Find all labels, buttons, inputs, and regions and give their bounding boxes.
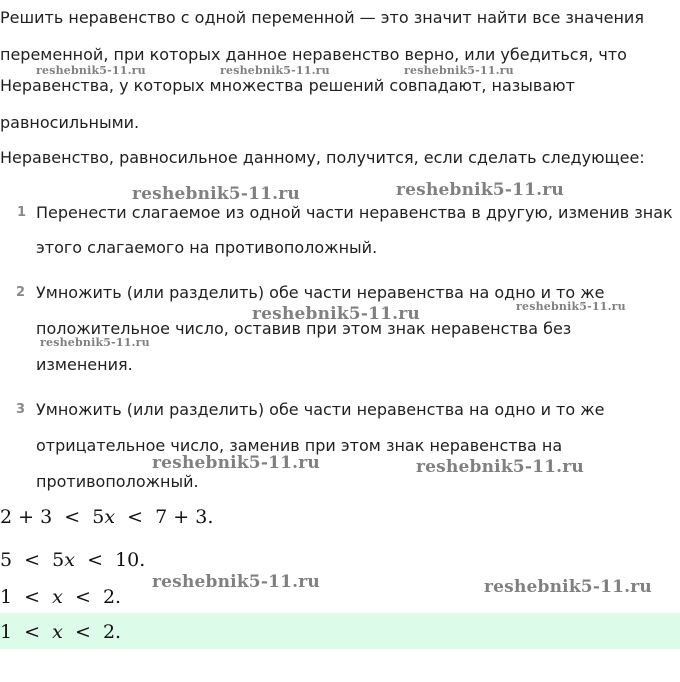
list-item-text: изменения. (36, 355, 133, 374)
watermark: reshebnik5-11.ru (396, 180, 564, 200)
math-step-2-right: < 10. (74, 549, 146, 571)
answer-left: 1 < (0, 621, 53, 643)
math-step-1-right: < 7 + 3. (115, 506, 214, 528)
list-item-text: противоположный. (36, 472, 199, 491)
math-step-1-left: 2 + 3 < 5 (0, 506, 105, 528)
list-item-text: Перенести слагаемое из одной части неравенства в другую, изменив знак (36, 203, 673, 222)
watermark: reshebnik5-11.ru (220, 64, 330, 77)
math-step-3-left: 1 < (0, 586, 53, 608)
math-variable: x (52, 621, 63, 643)
watermark: reshebnik5-11.ru (152, 453, 320, 473)
watermark: reshebnik5-11.ru (36, 64, 146, 77)
paragraph-definition-line-1: Решить неравенство с одной переменной — это значит найти все значения (0, 8, 644, 27)
paragraph-equivalent-line-2: равносильными. (0, 113, 140, 132)
answer-right: < 2. (62, 621, 122, 643)
math-step-3-right: < 2. (62, 586, 122, 608)
list-item-number: 1 (17, 205, 27, 220)
watermark: reshebnik5-11.ru (40, 336, 150, 349)
list-item-text: отрицательное число, заменив при этом знак неравенства на (36, 436, 563, 455)
watermark: reshebnik5-11.ru (416, 457, 584, 477)
paragraph-equivalent-line-1: Неравенства, у которых множества решений совпадают, называют (0, 76, 575, 95)
list-item-text: положительное число, оставив при этом знак неравенства без (36, 319, 572, 338)
paragraph-rules-intro: Неравенство, равносильное данному, получится, если сделать следующее: (0, 148, 645, 167)
answer-line (0, 620, 121, 644)
math-step-2 (0, 548, 145, 572)
math-variable: x (52, 586, 63, 608)
math-step-3 (0, 585, 121, 609)
math-variable: x (104, 506, 116, 528)
list-item-text: этого слагаемого на противоположный. (36, 238, 378, 257)
list-item-number: 2 (16, 285, 26, 300)
watermark: reshebnik5-11.ru (152, 572, 320, 592)
watermark: reshebnik5-11.ru (404, 64, 514, 77)
paragraph-definition-line-2: переменной, при которых данное неравенство верно, или убедиться, что (0, 45, 627, 64)
watermark: reshebnik5-11.ru (516, 300, 626, 313)
list-item-text: Умножить (или разделить) обе части неравенства на одно и то же (36, 400, 605, 419)
math-step-2-left: 5 < 5 (0, 549, 65, 571)
list-item-text: Умножить (или разделить) обе части неравенства на одно и то же (36, 283, 605, 302)
watermark: reshebnik5-11.ru (132, 184, 300, 204)
watermark: reshebnik5-11.ru (252, 304, 420, 324)
watermark: reshebnik5-11.ru (484, 577, 652, 597)
math-step-1 (0, 505, 213, 529)
math-variable: x (64, 549, 75, 571)
list-item-number: 3 (16, 402, 26, 417)
